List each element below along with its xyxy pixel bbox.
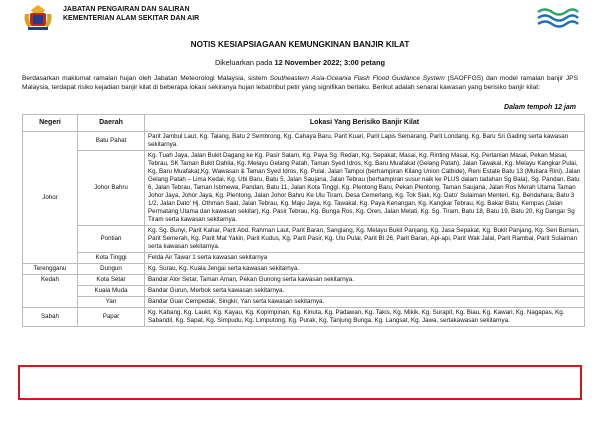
state-cell: Sabah — [23, 308, 78, 327]
issued-date: 12 November 2022; 3:00 petang — [274, 58, 386, 67]
letterhead — [0, 0, 600, 36]
district-cell: Johor Bahru — [78, 151, 145, 226]
district-cell: Batu Pahat — [78, 132, 145, 151]
table-row — [23, 297, 585, 308]
intro-text-2: (SAOFFGS) dan model ramalan banjir JPS Malaysia, terdapat risiko kejadian banjir kilat di beberapa lokasi sekiranya hujan lebat/ribut petir yang signifikan berlaku. Berikut adalah senarai kawasan yang berisiko banjir kilat: — [22, 75, 578, 91]
timeframe-label: Dalam tempoh 12 jam — [504, 104, 576, 111]
state-cell: Kedah — [23, 275, 78, 308]
table-row-highlighted — [23, 308, 585, 327]
intro-text-1: Berdasarkan maklumat ramalan hujan oleh Jabatan Meteorologi Malaysia, sistem — [22, 75, 270, 82]
agency-line-2: KEMENTERIAN ALAM SEKITAR DAN AIR — [63, 15, 200, 22]
district-cell: Kota Tinggi — [78, 253, 145, 264]
district-cell: Dungun — [78, 264, 145, 275]
district-cell: Kuala Muda — [78, 286, 145, 297]
district-cell: Yan — [78, 297, 145, 308]
table-row — [23, 275, 585, 286]
intro-paragraph — [22, 74, 578, 92]
table-row — [23, 151, 585, 226]
location-cell: Kg. Tuah Jaya, Jalan Bukit Dagang ke Kg. Pasir Salam, Kg. Paya Sg. Redan, Kg. Sepakat, Masai, Kg. Rinting Masai, Kg. Pertanian Masai, Pekan Masai, Tebrau, SK Taman Bukit Dahlia, Kg. Melayu Gelang Patah, Taman Syed Idros, Kg. Baru Muafakat (Gelang Patah), Jalan Tawakal, Kg. Melayu Kangkar Pulai, Kg. Baru Muafakat,Kg. Wawasan & Taman Syed Idros, Kg. Pulai, Jalan Tampoi (berhampiran Kilang Union Catbide), Reni Estate Batu 13 (Mutiara Rini), Jalan Gelang Patah – Lima Kedai, Kg. Ubi Baru, Batu 5, Jalan Saujana, Jalan Tebrau (berhampiran susur naik ke PLUS dalam tadahan Sg Bala), Sg. Pandan, Batu 6, Jalan Tebrau, Taman Istimewa, Pandan, Batu 11, Jalan Kota Tinggi, Kg. Plentong Baru, Pekan Plentong, Taman Saujana, Jalan Ros Merah Utama Taman Johor Jaya, Johor Jaya, Kg. Plentong, Jalan Johor Bahru Ke Ulu Tiram, Desa Cemerlang, Kg. Tok Siak, Kg. Dato' Sulaiman Menteri, Kg. Bendahara, Batu 3 1/2, Jalan Dato' Hj. Othman Saat, Jalan Tebrau, Kg. Maju Jaya, Kg. Tawakal, Kg. Paya Kenangan, Kg. Kangkar Tebrau, Kg. Bakar Batu, Kempas (Jalan Permatang Utama dan kawasan sekitar), Kg. Pasir Tebrau, Kg. Bunga Ros, Kg. Oren, Jalan Melati, Kg. Sg. Tiram, Batu 18, Batu 19, Batu 20, Kg Dangar Sg Tiram serta kawasan sekitarnya. — [145, 151, 585, 226]
table-row — [23, 286, 585, 297]
header-daerah: Daerah — [78, 115, 145, 132]
agency-line-1: JABATAN PENGAIRAN DAN SALIRAN — [63, 6, 190, 13]
red-highlight-box — [18, 365, 582, 400]
table-row — [23, 264, 585, 275]
location-cell: Bandar Gurun, Merbok serta kawasan sekitarnya. — [145, 286, 585, 297]
state-cell: Terengganu — [23, 264, 78, 275]
table-row — [23, 253, 585, 264]
location-cell: Felda Air Tawar 1 serta kawasan sekitarnya — [145, 253, 585, 264]
district-cell: Pontian — [78, 226, 145, 253]
location-cell: Kg. Sg. Bunyi, Parit Kahar, Parit Abd. Rahman Laut, Parit Baran, Sanglang, Kg. Melayu Bukit Panjang, Kg. Jasa Sepakat, Kg. Bukit Panjang, Kg. Seri Bunian, Parit Semerah, Kg. Parit Mat Yakin, Parit Kudus, Kg. Parit Pasir, Kg. Ulu Pulai, Parit Bt 26, Parit Baran, Api-api, Parit Wak Jalal, Parit Rambai, Parit Sulaiman serta kawasan sekitarnya. — [145, 226, 585, 253]
header-lokasi: Lokasi Yang Berisiko Banjir Kilat — [145, 115, 585, 132]
district-cell: Kota Setar — [78, 275, 145, 286]
table-row — [23, 226, 585, 253]
location-cell: Bandar Alor Setar, Taman Aman, Pekan Gunong serta kawasan sekitarnya. — [145, 275, 585, 286]
location-cell: Bandar Guar Cempedak, Singkir, Yan serta kawasan sekitarnya. — [145, 297, 585, 308]
district-cell: Papar — [78, 308, 145, 327]
location-cell: Kg. Kabang, Kg. Laukt, Kg. Kayau, Kg. Kopimpinan, Kg. Kinuta, Kg. Padawan, Kg. Takis, Kg. Mikik, Kg. Surapit, Kg. Biau, Kg. Kawari, Kg. Nagapas, Kg. Sabandil, Kg. Sapat, Kg. Simpudu, Kg. Limputong, Kg. Purak, Kg. Tanjung Bunga, Kg. Langsat, Kg. Jawa, sertakawasan sekitarnya. — [145, 308, 585, 327]
coat-of-arms-icon — [22, 4, 54, 32]
location-cell: Parit Jambul Laut, Kg. Talang, Batu 2 Sembrong, Kg. Cahaya Baru, Parit Kuari, Parit Lapis Semarang, Parit Londang, Kg. Baru Sri Gading serta kawasan sekitarnya. — [145, 132, 585, 151]
jps-wave-logo-icon — [536, 6, 580, 30]
intro-system-name: Southeastern Asia-Oceania Flash Flood Guidance System — [269, 75, 445, 82]
location-cell: Kg. Surau, Kg. Kuala Jengai serta kawasan sekitarnya. — [145, 264, 585, 275]
state-cell: Johor — [23, 132, 78, 264]
issued-line — [0, 58, 600, 67]
table-row — [23, 132, 585, 151]
agency-name — [63, 5, 199, 23]
notice-title: NOTIS KESIAPSIAGAAN KEMUNGKINAN BANJIR KILAT — [190, 40, 410, 49]
header-negeri: Negeri — [23, 115, 78, 132]
flood-risk-table — [22, 114, 585, 327]
table-header-row — [23, 115, 585, 132]
issued-prefix: Dikeluarkan pada — [214, 58, 275, 67]
